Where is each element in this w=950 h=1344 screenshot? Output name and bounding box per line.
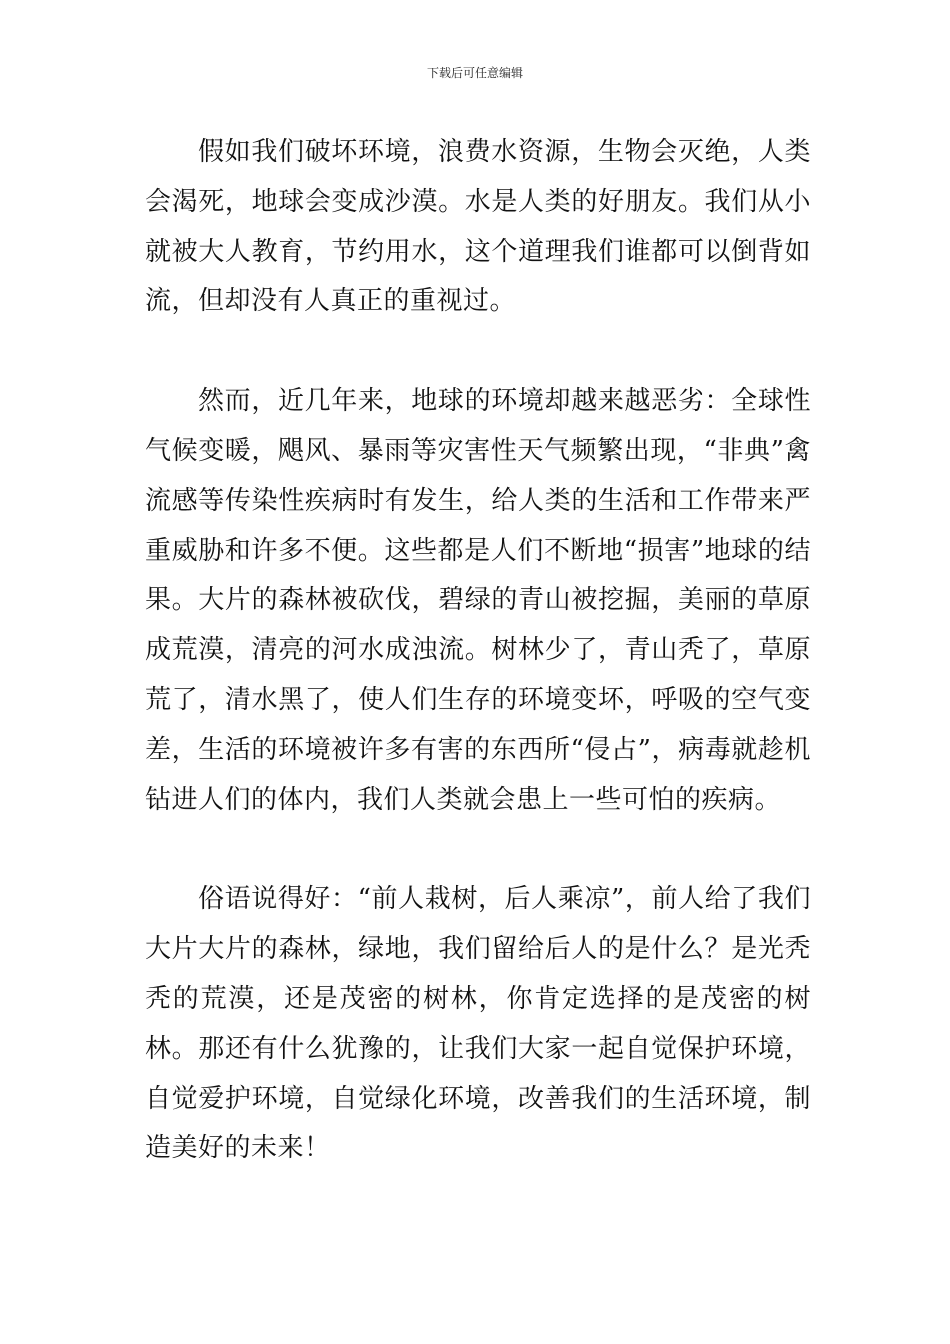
- paragraph: 俗语说得好：“前人栽树，后人乘凉”，前人给了我们大片大片的森林，绿地，我们留给后人的是什么？是光秃秃的荒漠，还是茂密的树林，你肯定选择的是茂密的树林。那还有什么犹豫的，让我们大家一起自觉保护环境，自觉爱护环境，自觉绿化环境，改善我们的生活环境，制造美好的未来！: [145, 884, 811, 1164]
- paragraph: 假如我们破坏环境，浪费水资源，生物会灭绝，人类会渴死，地球会变成沙漠。水是人类的好朋友。我们从小就被大人教育，节约用水，这个道理我们谁都可以倒背如流，但却没有人真正的重视过。: [145, 137, 811, 317]
- document-body: [145, 128, 811, 1174]
- header-note: 下载后可任意编辑: [426, 66, 523, 80]
- paragraph: 然而，近几年来，地球的环境却越来越恶劣：全球性气候变暖，飓风、暴雨等灾害性天气频繁出现，“非典”禽流感等传染性疾病时有发生，给人类的生活和工作带来严重威胁和许多不便。这些都是人们不断地“损害”地球的结果。大片的森林被砍伐，碧绿的青山被挖掘，美丽的草原成荒漠，清亮的河水成浊流。树林少了，青山秃了，草原荒了，清水黑了，使人们生存的环境变坏，呼吸的空气变差，生活的环境被许多有害的东西所“侵占”，病毒就趁机钻进人们的体内，我们人类就会患上一些可怕的疾病。: [145, 386, 811, 815]
